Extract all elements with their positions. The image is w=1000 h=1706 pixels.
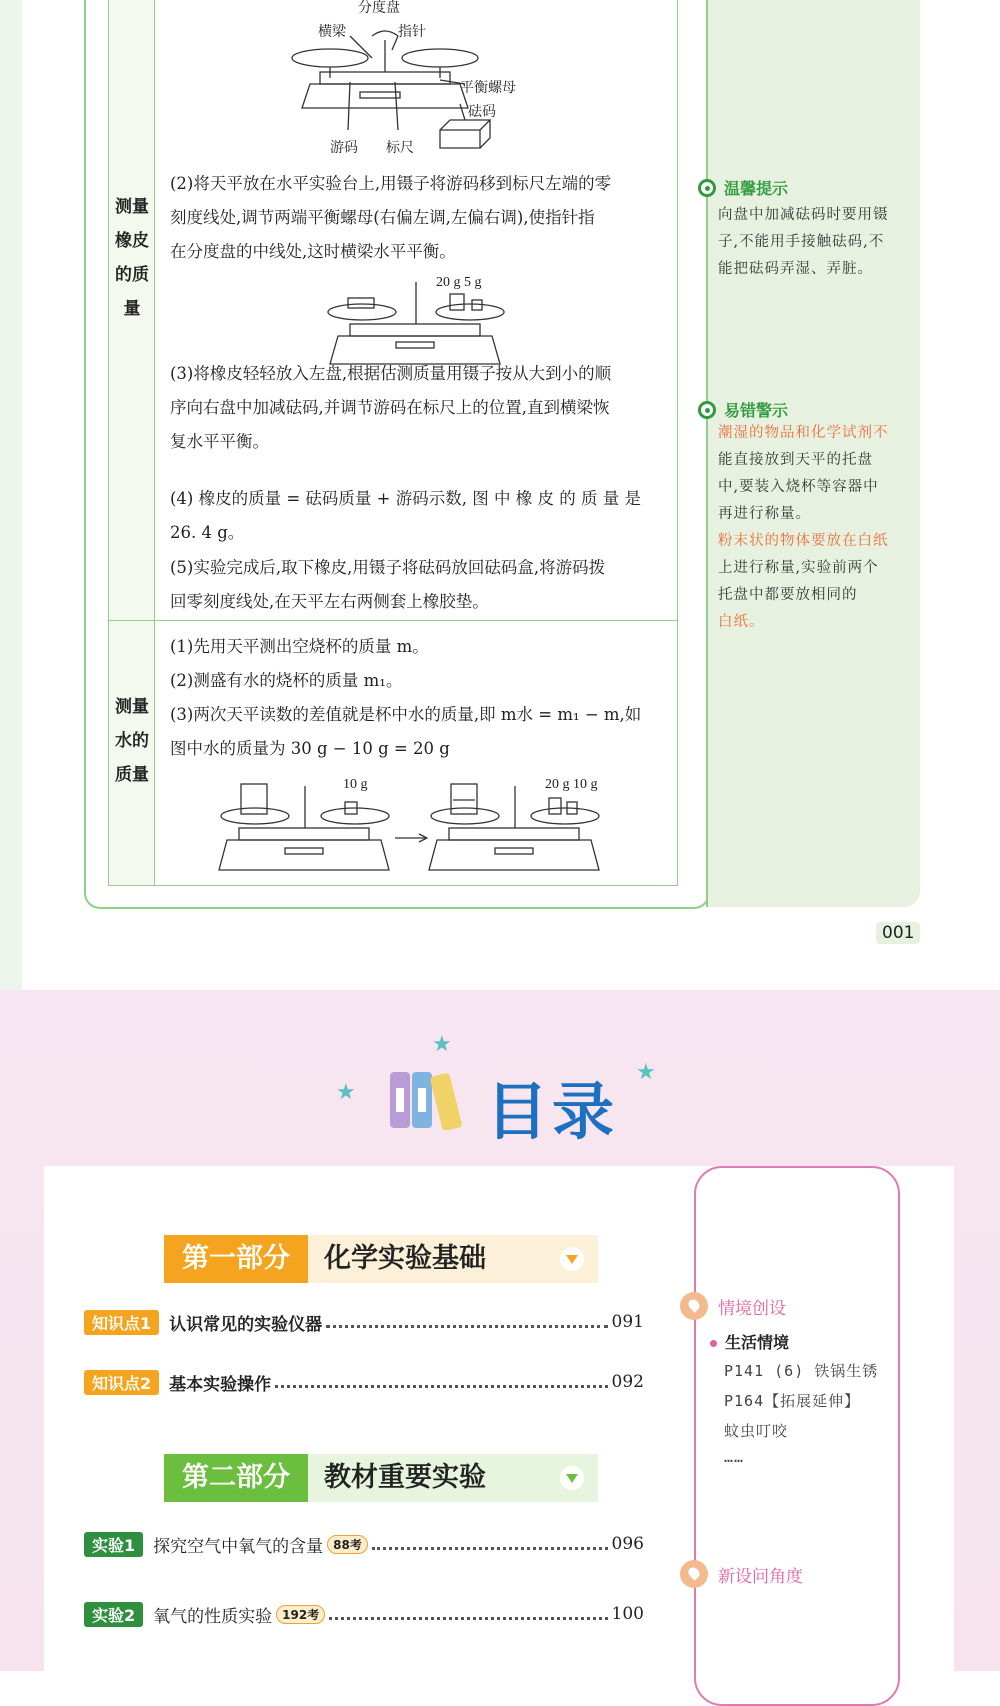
knowledge-badge: 知识点2	[84, 1370, 159, 1395]
part2-banner[interactable]	[164, 1454, 598, 1502]
books-icon	[388, 1070, 468, 1130]
toc-entry[interactable]	[84, 1308, 644, 1336]
part1-banner[interactable]	[164, 1235, 598, 1283]
experiment-badge: 实验1	[84, 1532, 143, 1557]
exam-count-tag: 88考	[327, 1535, 368, 1554]
step-line: 在分度盘的中线处,这时横梁水平平衡。	[170, 242, 456, 261]
scenario-title: 情境创设	[718, 1298, 786, 1319]
leader-dots	[275, 1385, 607, 1388]
tip-line: 再进行称量。	[718, 506, 811, 522]
entry-title: 探究空气中氧气的含量	[153, 1536, 324, 1557]
new-question-title: 新设问角度	[718, 1566, 803, 1587]
leader-dots	[372, 1547, 608, 1550]
step-line: 26. 4 g。	[170, 523, 245, 542]
experiment-badge: 实验2	[84, 1602, 143, 1627]
figure2-weights-label: 20 g 5 g	[436, 275, 482, 290]
step-4	[170, 482, 660, 550]
step-line: 图中水的质量为 30 g − 10 g = 20 g	[170, 739, 450, 758]
leader-dots	[329, 1617, 607, 1620]
toc-entry[interactable]	[84, 1530, 644, 1558]
label-balance-nut: 平衡螺母	[460, 81, 516, 96]
entry-page: 092	[611, 1372, 644, 1392]
balance-diagram-water	[215, 772, 615, 882]
tip-line: 向盘中加减砝码时要用镊	[718, 207, 889, 223]
row-label-line: 质量	[115, 765, 149, 785]
page-number: 001	[876, 922, 920, 944]
label-beam: 横梁	[318, 25, 346, 40]
new-question-header	[680, 1560, 803, 1588]
scenario-line: ……	[724, 1448, 745, 1466]
tip-line: 潮湿的物品和化学试剂不	[718, 425, 889, 441]
label-ruler: 标尺	[386, 141, 414, 156]
location-pin-icon	[680, 1292, 708, 1320]
life-scenario-subtitle: 生活情境	[710, 1330, 789, 1353]
row-label-line: 橡皮	[115, 231, 149, 251]
entry-page: 091	[611, 1312, 644, 1332]
step-line: (2)测盛有水的烧杯的质量 m₁。	[170, 671, 403, 690]
tips-sidebar	[706, 0, 920, 907]
row-label-line: 量	[123, 299, 141, 319]
figure3-left-weights: 10 g	[343, 777, 368, 792]
toc-entry[interactable]	[84, 1600, 644, 1628]
chevron-down-icon	[560, 1466, 584, 1490]
tip-warm-title: 温馨提示	[724, 179, 789, 198]
bullet-icon	[698, 179, 716, 197]
entry-page: 096	[611, 1534, 644, 1554]
chevron-down-icon	[560, 1247, 584, 1271]
step-3	[170, 357, 660, 459]
star-icon: ★	[336, 1080, 356, 1105]
step-line: 回零刻度线处,在天平左右两侧套上橡胶垫。	[170, 592, 489, 611]
star-icon: ★	[432, 1032, 452, 1057]
step-line: (5)实验完成后,取下橡皮,用镊子将砝码放回砝码盒,将游码拨	[170, 558, 606, 577]
tip-line: 能把砝码弄湿、弄脏。	[718, 261, 873, 277]
tip-line: 粉末状的物体要放在白纸	[718, 533, 889, 549]
row-divider	[109, 620, 677, 621]
entry-title: 氧气的性质实验	[153, 1606, 273, 1627]
row-label-line: 的质	[115, 265, 149, 285]
part1-tag: 第一部分	[164, 1235, 308, 1283]
label-scale-dial: 分度盘	[358, 1, 400, 16]
toc-title: 目录	[486, 1075, 619, 1148]
tip-line: 中,要装入烧杯等容器中	[718, 479, 879, 495]
knowledge-badge: 知识点1	[84, 1310, 159, 1335]
tip-line: 托盘中都要放相同的	[718, 587, 858, 603]
toc-page	[0, 990, 1000, 1671]
tip-warm-header	[698, 176, 788, 199]
row-label-line: 水的	[115, 731, 149, 751]
entry-title: 认识常见的实验仪器	[169, 1314, 323, 1335]
entry-title: 基本实验操作	[169, 1374, 272, 1395]
star-icon: ★	[636, 1060, 656, 1085]
step-line: 序向右盘中加减砝码,并调节游码在标尺上的位置,直到横梁恢	[170, 398, 610, 417]
row-label-line: 测量	[115, 197, 149, 217]
label-pointer: 指针	[398, 25, 426, 40]
step-5	[170, 551, 660, 619]
row-label-water	[109, 690, 155, 792]
label-rider: 游码	[330, 141, 358, 156]
tip-error-header	[698, 398, 788, 421]
step-line: 复水平平衡。	[170, 432, 269, 451]
tip-warm-body	[718, 202, 908, 283]
tip-error-title: 易错警示	[724, 401, 789, 420]
row-label-line: 测量	[115, 697, 149, 717]
step-line: (3)将橡皮轻轻放入左盘,根据估测质量用镊子按从大到小的顺	[170, 364, 612, 383]
part1-title: 化学实验基础	[324, 1243, 486, 1274]
scenario-header	[680, 1292, 786, 1320]
water-steps	[170, 630, 660, 766]
leader-dots	[326, 1325, 607, 1328]
part2-title-area	[308, 1454, 598, 1502]
tip-line: 能直接放到天平的托盘	[718, 452, 873, 468]
exam-count-tag: 192考	[276, 1605, 325, 1624]
scenario-line: 蚊虫叮咬	[724, 1422, 789, 1440]
step-2	[170, 167, 660, 269]
question-icon	[680, 1560, 708, 1588]
scenario-line: P164【拓展延伸】	[724, 1392, 861, 1410]
step-line: 刻度线处,调节两端平衡螺母(右偏左调,左偏右调),使指针指	[170, 208, 595, 227]
page-margin-strip	[0, 0, 22, 990]
row-label-eraser	[109, 190, 155, 326]
part2-title: 教材重要实验	[324, 1462, 486, 1493]
bullet-icon	[698, 401, 716, 419]
step-line: (1)先用天平测出空烧杯的质量 m。	[170, 637, 429, 656]
step-line: (4) 橡皮的质量 = 砝码质量 + 游码示数, 图 中 橡 皮 的 质 量 是	[170, 489, 641, 508]
toc-entry[interactable]	[84, 1368, 644, 1396]
tip-line: 上进行称量,实验前两个	[718, 560, 879, 576]
scenario-sidebar	[694, 1166, 900, 1706]
scenario-line: P141 (6) 铁锅生锈	[724, 1362, 879, 1380]
entry-page: 100	[611, 1604, 644, 1624]
step-line: (3)两次天平读数的差值就是杯中水的质量,即 m水 = m₁ − m,如	[170, 705, 642, 724]
tip-line: 子,不能用手接触砝码,不	[718, 234, 885, 250]
balance-diagram-labelled	[290, 0, 550, 160]
tip-error-body	[718, 420, 908, 636]
figure3-right-weights: 20 g 10 g	[545, 777, 598, 792]
label-weights: 砝码	[468, 105, 496, 120]
part1-title-area	[308, 1235, 598, 1283]
step-line: (2)将天平放在水平实验台上,用镊子将游码移到标尺左端的零	[170, 174, 612, 193]
tip-line: 白纸。	[718, 614, 765, 630]
part2-tag: 第二部分	[164, 1454, 308, 1502]
